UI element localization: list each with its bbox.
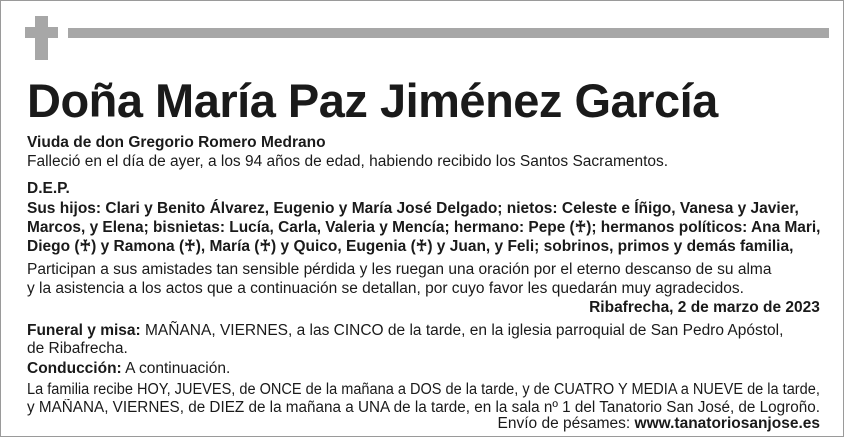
cross-icon-arm bbox=[25, 27, 58, 38]
invite-line: Participan a sus amistades tan sensible pérdida y les ruegan una oración por el eterno descanso de su alma bbox=[27, 261, 772, 278]
deceased-name: Doña María Paz Jiménez García bbox=[27, 74, 718, 127]
receives-line: y MAÑANA, VIERNES, de DIEZ de la mañana a UNA de la tarde, en la sala nº 1 del Tanatorio San José, de Logroño. bbox=[27, 399, 820, 416]
conduccion-text: A continuación. bbox=[121, 360, 231, 377]
conduccion-line bbox=[27, 359, 230, 378]
condolences-label: Envío de pésames: bbox=[497, 415, 635, 432]
funeral-line bbox=[27, 321, 783, 340]
family-line: Marcos, y Elena; bisnietas: Lucía, Carla, Valeria y Mencía; hermano: Pepe (♰); hermanos políticos: Ana Mari, bbox=[27, 219, 821, 236]
invite-line: y la asistencia a los actos que a continuación se detallan, por cuyo favor les quedarán muy agradecidos. bbox=[27, 280, 744, 297]
family-line: Sus hijos: Clari y Benito Álvarez, Eugenio y María José Delgado; nietos: Celeste e Íñigo, Vanesa y Javier, bbox=[27, 200, 799, 217]
family-line: Diego (♰) y Ramona (♰), María (♰) y Quico, Eugenia (♰) y Juan, y Feli; sobrinos, primos y demás familia, bbox=[27, 238, 794, 255]
widow-line: Viuda de don Gregorio Romero Medrano bbox=[27, 134, 326, 151]
cross-icon bbox=[35, 16, 48, 60]
header-rule bbox=[68, 28, 829, 38]
funeral-text: MAÑANA, VIERNES, a las CINCO de la tarde, en la iglesia parroquial de San Pedro Apóstol, bbox=[140, 322, 784, 339]
death-line: Falleció en el día de ayer, a los 94 años de edad, habiendo recibido los Santos Sacramentos. bbox=[27, 153, 669, 170]
funeral-label: Funeral y misa: bbox=[27, 322, 141, 339]
conduccion-label: Conducción: bbox=[27, 360, 122, 377]
condolences-line bbox=[498, 414, 820, 433]
place-date: Ribafrecha, 2 de marzo de 2023 bbox=[589, 299, 820, 316]
receives-line: La familia recibe HOY, JUEVES, de ONCE de la mañana a DOS de la tarde, y de CUATRO Y MEDIA a NUEVE de la tarde, bbox=[27, 381, 820, 398]
condolences-link[interactable]: www.tanatoriosanjose.es bbox=[634, 415, 820, 432]
funeral-line-2: de Ribafrecha. bbox=[27, 340, 128, 357]
dep-line: D.E.P. bbox=[27, 180, 70, 197]
